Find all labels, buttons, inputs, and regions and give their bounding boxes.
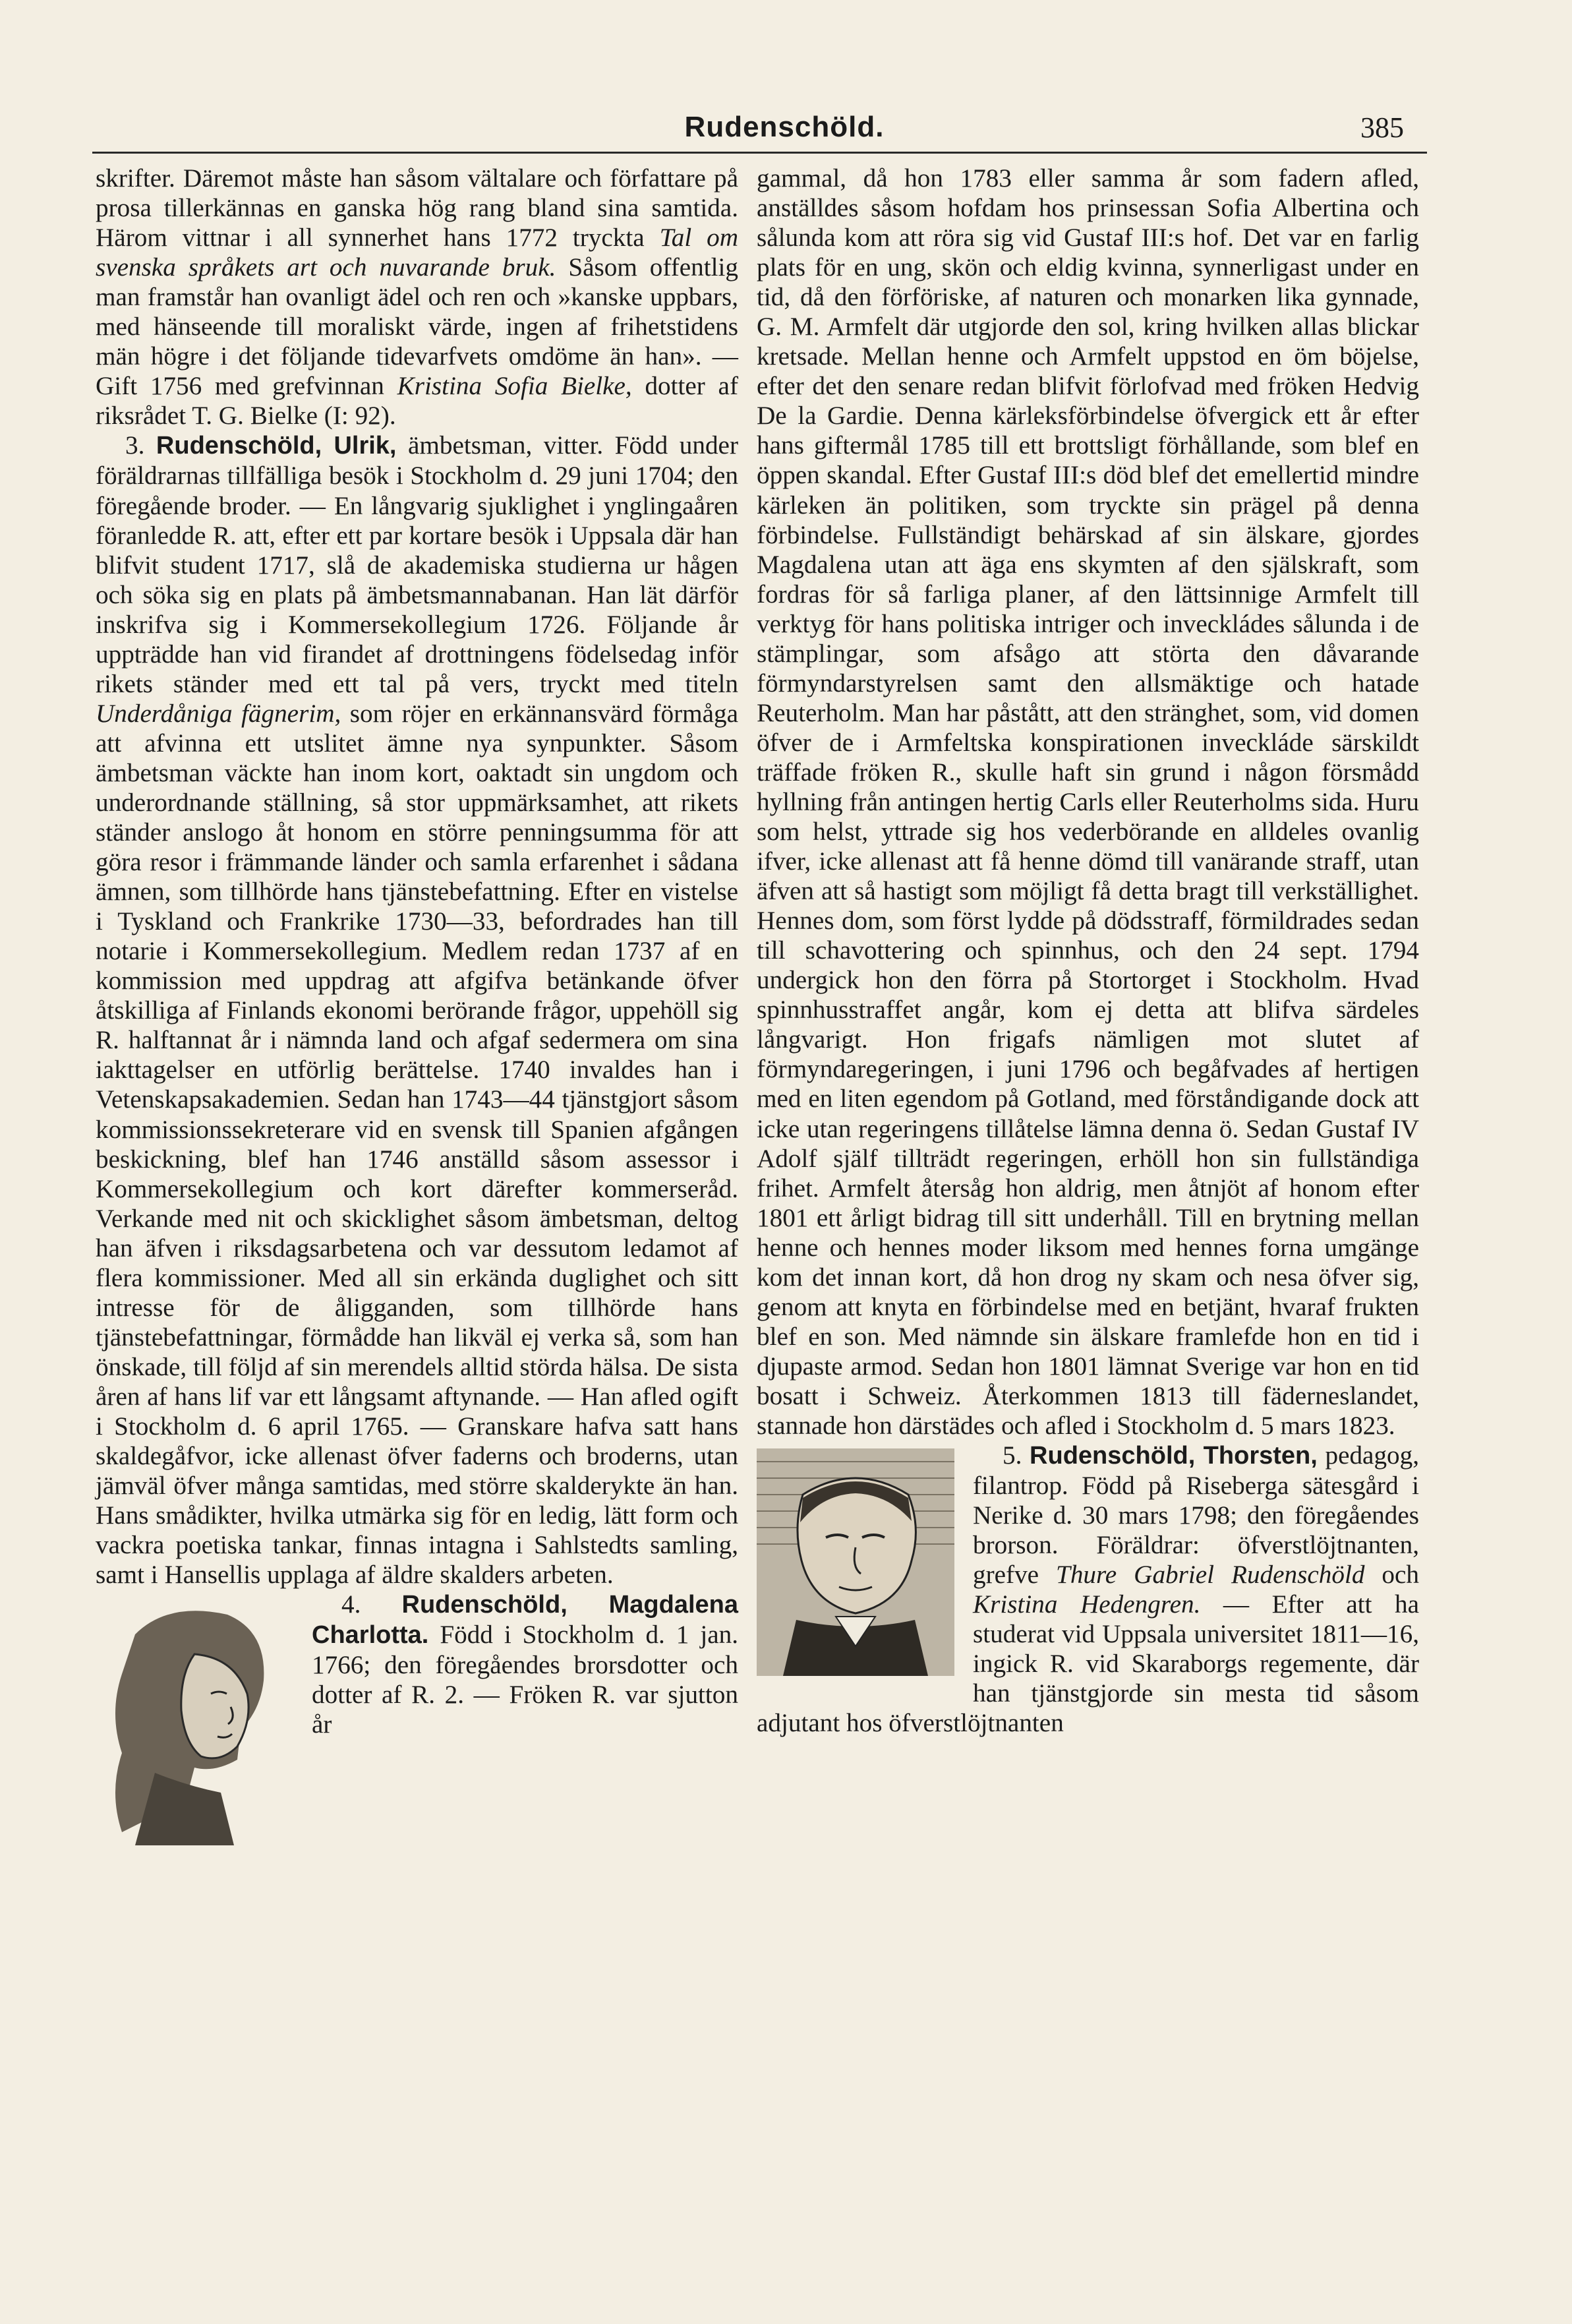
entry-heading: Rudenschöld, Thorsten,: [1030, 1442, 1318, 1470]
entry-thorsten: [757, 1441, 1419, 1738]
paragraph-continuation: [757, 164, 1419, 1441]
paragraph-continuation: [96, 164, 738, 431]
header-rule: [92, 152, 1427, 154]
italic-name: Kristina Sofia Bielke,: [397, 372, 632, 401]
italic-name: Thure Gabriel Rudenschöld: [1056, 1561, 1365, 1590]
text-span: som röjer en erkännansvärd förmåga att afvinna ett utslitet ämne nya synpunkter. Såsom ämbetsman väckte han inom kort, oaktadt sin ungdom och underordnande ställning, så stor uppmärksamhet, att rikets ständer anslogo åt honom en större penningsumma för att göra resor i främmande länder och samla erfarenhet i sådana ämnen, som tillhörde hans tjänstebefattning. Efter en vistelse i Tyskland och Frankrike 1730—33, befordrades han till notarie i Kommersekollegium. Medlem redan 1737 af en kommission med uppdrag att afgifva betänkande öfver åtskilliga af Finlands ekonomi berörande frågor, uppehöll sig R. halftannat år i nämnda land och afgaf sedermera om sina iakttagelser en utförlig berättelse. 1740 invaldes han i Vetenskapsakademien. Sedan han 1743—44 tjänstgjort såsom kommissionssekreterare vid en svensk till Spanien afgången beskickning, blef han 1746 anställd såsom assessor i Kommersekollegium och kort därefter kommerseråd. Verkande med nit och skicklighet såsom ämbetsman, deltog han äfven i riksdagsarbetena och var dessutom ledamot af flera kommissioner. Med all sin erkända duglighet och sitt intresse för de åligganden, som tillhörde hans tjänstebefattningar, förmådde han likväl ej verka så, som han önskade, till följd af sin merendels alltid störda hälsa. De sista åren af hans lif var ett långsamt aftynande. — Han afled ogift i Stockholm d. 6 april 1765. — Granskare hafva satt hans skaldegåfvor, icke allenast öfver faderns och broderns, utan jämväl öfver många samtidas, med större skalderykte än han. Hans smådikter, hvilka utmärka sig för en ledig, lätt form och vackra poetiska tankar, finnas intagna i Sahlstedts samling, samt i Hansellis upplaga af äldre skalders arbeten.: [96, 699, 739, 1590]
entry-heading: Rudenschöld, Ulrik,: [156, 432, 397, 460]
text-span: — Efter att ha studerat vid Uppsala universitet 1811—16, ingick R. vid Skaraborgs regemente, där han tjänstgjorde sin mesta tid såsom adjutant hos öfverstlöjtnanten: [757, 1590, 1420, 1738]
entry-number: 5.: [1003, 1441, 1022, 1470]
entry-number: 3.: [125, 431, 145, 460]
text-span: pedagog, filantrop. Född på Riseberga sätesgård i Nerike d. 30 mars 1798; den föregåendes brorson. Föräldrar: öfverstlöjtnanten, grefve: [973, 1441, 1420, 1590]
portrait-magdalena-image: [96, 1595, 293, 1845]
text-span: ämbetsman, vitter. Född under föräldrarnas tillfälliga besök i Stockholm d. 29 juni 1704; den föregående broder. — En långvarig sjuklighet i ynglingaåren föranledde R. att, efter ett par kortare besök i Uppsala där han blifvit student 1717, slå de akademiska studierna ur hågen och söka sig en plats på ämbetsmannabanan. Han lät därför inskrifva sig i Kommersekollegium 1726. Följande år uppträdde han vid firandet af drottningens födelsedag inför rikets ständer med ett tal på vers, tryckt med titeln: [96, 431, 738, 698]
text-span: och: [1382, 1561, 1419, 1590]
text-span: Såsom offentlig man framstår han ovanligt ädel och ren och »kanske uppbars, med hänseende till moraliskt värde, ingen af frihetstidens män högre i det följande tidevarfvets omdöme än han». — Gift 1756 med grefvinnan: [96, 253, 738, 401]
italic-name: Kristina Hedengren.: [973, 1590, 1201, 1619]
left-column: [96, 164, 738, 1852]
page-number: 385: [1360, 111, 1404, 144]
entry-magdalena: [96, 1590, 738, 1739]
entry-heading: Rudenschöld, Magdalena Charlotta.: [312, 1591, 739, 1650]
text-span: gammal, då hon 1783 eller samma år som fadern afled, anställdes såsom hofdam hos prinsessan Sofia Albertina och sålunda kom att röra sig vid Gustaf III:s hof. Det var en farlig plats för en ung, skön och eldig kvinna, synnerligast under en tid, då den förföriske, af naturen och monarken lika gynnade, G. M. Armfelt där utgjorde den sol, kring hvilken allas blickar kretsade. Mellan henne och Armfelt uppstod en öm böjelse, efter det den senare redan blifvit förlofvad med fröken Hedvig De la Gardie. Denna kärleksförbindelse öfvergick ett år efter hans giftermål 1785 till ett brottsligt förhållande, som blef en öppen skandal. Efter Gustaf III:s död blef det emellertid mindre kärleken än politiken, som tryckte sin prägel på denna förbindelse. Fullständigt behärskad af sin älskare, gjordes Magdalena utan att äga ens skymten af den själskraft, som fordras för så farliga planer, af den lättsinnige Armfelt till verktyg för hans politiska intriger och inveckládes sålunda i de stämplingar, som afsågo att störta den dåvarande förmyndarstyrelsen samt den allsmäktige och hatade Reuterholm. Man har påstått, att den stränghet, som, vid domen öfver de i Armfeltska konspirationen inveckláde särskildt träffade fröken R., skulle haft sin grund i någon försmådd hyllning från antingen hertig Carls eller Reuterholms sida. Huru som helst, yttrade sig hos vederbörande en alldeles ovanlig ifver, icke allenast att få henne dömd till vanärande straff, utan äfven att så hastigt som möjligt få detta bragt till verkställighet. Hennes dom, som först lydde på dödsstraff, förmildrades sedan till schavottering och spinnhus, och den 24 sept. 1794 undergick hon den förra på Stortorget i Stockholm. Hvad spinnhusstraffet angår, kom ej detta att blifva särdeles långvarigt. Hon frigafs nämligen mot slutet af förmyndaregeringen, i juni 1796 och begåfvades af hertigen med en liten egendom på Gotland, med förståndigande dock att icke utan regeringens tillåtelse lämna denna ö. Sedan Gustaf IV Adolf själf tillträdt regeringen, erhöll hon sin fullständiga frihet. Armfelt återsåg hon aldrig, men åtnjöt af honom efter 1801 ett årligt bidrag till sitt underhåll. Till en brytning mellan henne och hennes moder liksom med hennes forna umgänge kom det innan kort, då hon drog ny skam och nesa öfver sig, genom att knyta en förbindelse med en betjänt, hvaraf frukten blef en son. Med nämnde sin älskare framlefde hon en tid i djupaste armod. Sedan hon 1801 lämnat Sverige var hon en tid bosatt i Schweiz. Återkommen 1813 till fäderneslandet, stannade hon därstädes och afled i Stockholm d. 5 mars 1823.: [757, 164, 1419, 1440]
text-span: skrifter. Däremot måste han såsom vältalare och författare på prosa tillerkännas en ganska hög rang bland sina samtida. Härom vittnar i all synnerhet hans 1772 tryckta: [96, 164, 738, 253]
italic-title: Underdåniga fägnerim,: [96, 699, 341, 728]
text-span: dotter af riksrådet T. G. Bielke (I: 92).: [96, 372, 738, 431]
portrait-thorsten-image: [757, 1448, 954, 1676]
right-column: [757, 164, 1419, 1738]
text-span: Född i Stockholm d. 1 jan. 1766; den föregåendes brorsdotter och dotter af R. 2. — Fröken R. var sjutton år: [312, 1621, 738, 1739]
italic-title: Tal om svenska språkets art och nuvarande bruk.: [96, 223, 739, 282]
entry-number: 4.: [341, 1590, 361, 1619]
entry-ulrik: [96, 431, 738, 1590]
running-header-title: Rudenschöld.: [684, 111, 885, 143]
